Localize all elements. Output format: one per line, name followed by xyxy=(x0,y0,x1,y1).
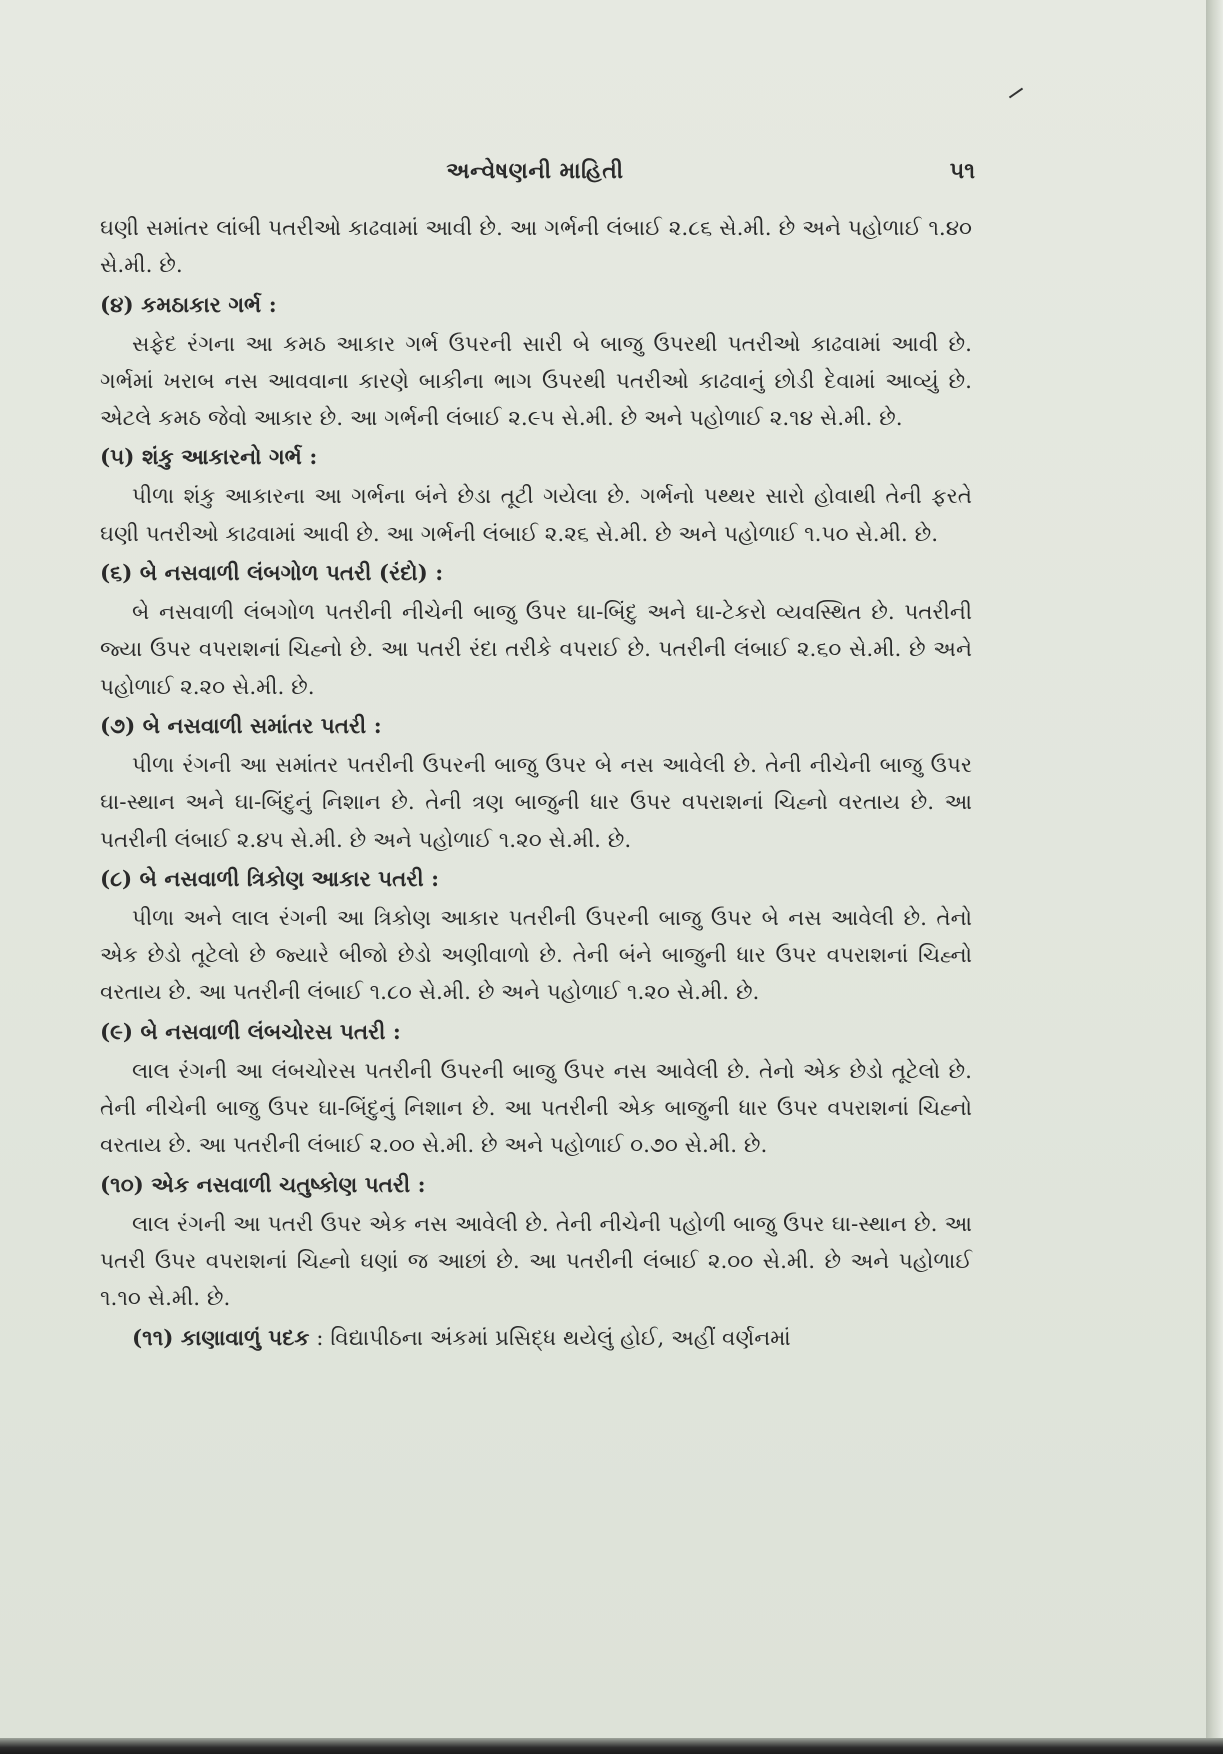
page-body xyxy=(100,210,972,1357)
section-heading-9: (૯) બે નસવાળી લંબચોરસ પતરી : xyxy=(100,1019,401,1045)
section-body-4: સફેદ રંગના આ કમઠ આકાર ગર્ભ ઉપરની સારી બે બાજુ ઉપરથી પતરીઓ કાઢવામાં આવી છે. ગર્ભમાં ખરાબ નસ આવવાના કારણે બાકીના ભાગ ઉપરથી પતરીઓ કાઢવાનું છોડી દેવામાં આવ્યું છે. એટલે કમઠ જેવો આકાર છે. આ ગર્ભની લંબાઈ ૨.૯૫ સે.મી. છે અને પહોળાઈ ૨.૧૪ સે.મી. છે. xyxy=(100,331,972,432)
book-edge-right xyxy=(1206,0,1223,1754)
section-heading-7: (૭) બે નસવાળી સમાંતર પતરી : xyxy=(100,713,382,739)
pen-mark xyxy=(1009,88,1023,99)
section-heading-10: (૧૦) એક નસવાળી ચતુષ્કોણ પતરી : xyxy=(100,1172,426,1198)
section-body-5: પીળા શંકુ આકારના આ ગર્ભના બંને છેડા તૂટી ગયેલા છે. ગર્ભનો પથ્થર સારો હોવાથી તેની ફરતે ઘણી પતરીઓ કાઢવામાં આવી છે. આ ગર્ભની લંબાઈ ૨.૨૬ સે.મી. છે અને પહોળાઈ ૧.૫૦ સે.મી. છે. xyxy=(100,484,972,547)
section-body-9: લાલ રંગની આ લંબચોરસ પતરીની ઉપરની બાજુ ઉપર નસ આવેલી છે. તેનો એક છેડો તૂટેલો છે. તેની નીચેની બાજુ ઉપર ઘા-બિંદુનું નિશાન છે. આ પતરીની એક બાજુની ધાર ઉપર વપરાશનાં ચિહ્નો વરતાય છે. આ પતરીની લંબાઈ ૨.૦૦ સે.મી. છે અને પહોળાઈ ૦.૭૦ સે.મી. છે. xyxy=(100,1058,972,1159)
section-heading-5: (૫) શંકુ આકારનો ગર્ભ : xyxy=(100,445,318,471)
section-body-11: : વિદ્યાપીઠના અંકમાં પ્રસિદ્ધ થયેલું હોઈ, અહીં વર્ણનમાં xyxy=(316,1325,791,1351)
running-title: અન્વેષણની માહિતી xyxy=(446,158,624,184)
section-heading-4: (૪) કમઠાકાર ગર્ભ : xyxy=(100,292,277,318)
section-heading-6: (૬) બે નસવાળી લંબગોળ પતરી (રંદો) : xyxy=(100,561,444,587)
section-body-8: પીળા અને લાલ રંગની આ ત્રિકોણ આકાર પતરીની ઉપરની બાજુ ઉપર બે નસ આવેલી છે. તેનો એક છેડો તૂટેલો છે જ્યારે બીજો છેડો અણીવાળો છે. તેની બંને બાજુની ધાર ઉપર વપરાશનાં ચિહ્નો વરતાય છે. આ પતરીની લંબાઈ ૧.૮૦ સે.મી. છે અને પહોળાઈ ૧.૨૦ સે.મી. છે. xyxy=(100,905,972,1006)
book-edge-bottom xyxy=(0,1738,1223,1754)
section-body-6: બે નસવાળી લંબગોળ પતરીની નીચેની બાજુ ઉપર ઘા-બિંદુ અને ઘા-ટેકરો વ્યવસ્થિત છે. પતરીની જ્યા ઉપર વપરાશનાં ચિહ્નો છે. આ પતરી રંદા તરીકે વપરાઈ છે. પતરીની લંબાઈ ૨.૬૦ સે.મી. છે અને પહોળાઈ ૨.૨૦ સે.મી. છે. xyxy=(100,600,972,700)
section-body-7: પીળા રંગની આ સમાંતર પતરીની ઉપરની બાજુ ઉપર બે નસ આવેલી છે. તેની નીચેની બાજુ ઉપર ઘા-સ્થાન અને ઘા-બિંદુનું નિશાન છે. તેની ત્રણ બાજુની ધાર ઉપર વપરાશનાં ચિહ્નો વરતાય છે. આ પતરીની લંબાઈ ૨.૪૫ સે.મી. છે અને પહોળાઈ ૧.૨૦ સે.મી. છે. xyxy=(100,752,972,853)
page-header xyxy=(95,158,975,188)
section-body-10: લાલ રંગની આ પતરી ઉપર એક નસ આવેલી છે. તેની નીચેની પહોળી બાજુ ઉપર ઘા-સ્થાન છે. આ પતરી ઉપર વપરાશનાં ચિહ્નો ઘણાં જ આછાં છે. આ પતરીની લંબાઈ ૨.૦૦ સે.મી. છે અને પહોળાઈ ૧.૧૦ સે.મી. છે. xyxy=(100,1211,972,1312)
section-heading-8: (૮) બે નસવાળી ત્રિકોણ આકાર પતરી : xyxy=(100,866,440,892)
page-number: ૫૧ xyxy=(949,158,975,184)
intro-paragraph: ઘણી સમાંતર લાંબી પતરીઓ કાઢવામાં આવી છે. આ ગર્ભની લંબાઈ ૨.૮૬ સે.મી. છે અને પહોળાઈ ૧.૪૦ સે.મી. છે. xyxy=(100,216,972,279)
final-paragraph xyxy=(100,1320,972,1357)
section-heading-11: (૧૧) કાણાવાળું પદક xyxy=(132,1325,310,1351)
